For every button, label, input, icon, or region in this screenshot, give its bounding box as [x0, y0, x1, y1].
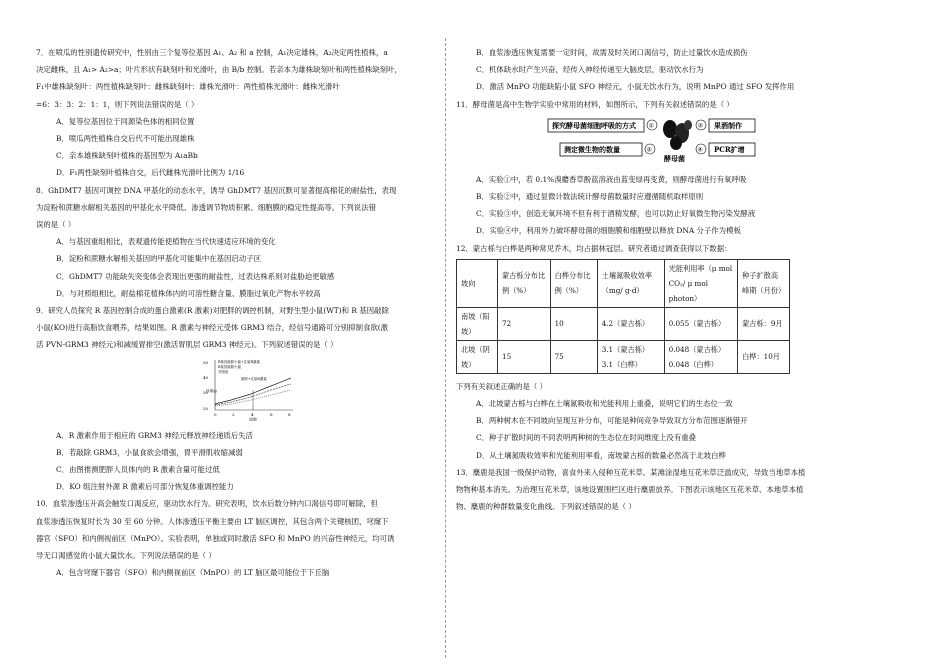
tree-survey-table — [456, 259, 790, 374]
question-9-stem-line: 活 PVN-GRM3 神经元)和减缓胃排空(激活胃肌层 GRM3 神经元)。下列叙述错误的是（ ） — [36, 340, 338, 350]
question-10-stem-line: 血浆渗透压恢复时长为 30 至 60 分钟。人体渗透压平衡主要由 LT 脑区调控，其包含两个关键核团，穹窿下 — [36, 516, 389, 526]
question-12-option-b: B．两种树木在不同坡向呈现互补分布，可能是种间竞争导致双方分布范围逐渐错开 — [476, 416, 748, 426]
question-12-prompt: 下列有关叙述正确的是（ ） — [456, 381, 548, 391]
yeast-bud-icon — [684, 120, 692, 130]
question-11-option-d: D．实验④中，利用外力破坏酵母菌的细胞膜和细胞壁以释放 DNA 分子作为模板 — [476, 226, 741, 236]
diagram-number-1-label: ① — [648, 122, 654, 130]
table-cell: 蒙古栎：9月 — [738, 307, 790, 340]
question-10-stem-line: 器官（SFO）和内侧视前区（MnPO）。实验表明，单独或同时激活 SFO 和 MnPO 的兴奋性神经元，均可诱 — [36, 533, 395, 543]
table-header-cell: 坡向 — [457, 259, 498, 307]
table-cell: 0.055（蒙古栎） — [664, 307, 737, 340]
question-9-option-c: C．由图推测肥胖人员体内的 R 激素含量可能过低 — [56, 465, 220, 475]
weight-line-graph — [201, 356, 296, 421]
question-13-stem-line: 物、麋鹿的种群数量变化曲线。下列叙述错误的是（ ） — [456, 502, 636, 512]
question-10-option-b: B．血浆渗透压恢复需要一定时间，故需及时关闭口渴信号，防止过量饮水造成损伤 — [476, 48, 748, 57]
question-10-continued — [456, 44, 858, 96]
table-row — [457, 307, 790, 340]
question-8-option-c: C．GhDMT7 功能缺失突变体会表现出更强的耐盐性，过表达株系则对盐胁迫更敏感 — [56, 271, 335, 281]
question-12-option-c: C．种子扩散时间的不同表明两种树的生态位在时间维度上没有重叠 — [476, 433, 696, 443]
graph-y-tick: 50 — [203, 359, 209, 365]
question-12-option-d: D．从土壤氮吸收效率和光能利用率看，南坡蒙古栎的数量必然高于北坡白桦 — [476, 450, 726, 460]
yeast-cell-icon — [663, 120, 677, 138]
question-10-option-c: C．机体缺水时产生兴奋，经传入神经传递至大脑皮层，驱动饮水行为 — [476, 65, 704, 75]
question-11 — [456, 96, 858, 240]
question-8-stem-line: 为淀粉和蔗糖水解相关基因的甲基化水平降低、渗透调节物质积累、细胞膜的稳定性提高等。下列说法错 — [36, 202, 376, 212]
table-cell-line: 0.048（白桦） — [668, 359, 718, 369]
table-header-cell: 土壤氮吸收效率（mg/ g·d） — [597, 259, 664, 307]
diagram-box-respiration-label: 探究酵母菌细胞呼吸的方式 — [552, 120, 636, 130]
question-10-option-a: A．包含穹窿下器官（SFO）和内侧视前区（MnPO）的 LT 脑区最可能位于下丘脑 — [56, 568, 330, 578]
question-7-option-b: B．喷瓜两性植株自交后代不可能出现雄株 — [56, 134, 195, 144]
question-11-option-a: A．实验①中，若 0.1%溴麝香草酚蓝溶液由蓝变绿再变黄，则酵母菌进行有氧呼吸 — [476, 174, 747, 184]
table-cell: 北坡（阴坡） — [457, 340, 498, 373]
table-cell — [664, 340, 737, 373]
table-row — [457, 340, 790, 373]
question-8-stem-line: 误的是（ ） — [36, 220, 76, 230]
question-7-option-d: D．F₁两性缺刻叶植株自交，后代雌株光滑叶比例为 1/16 — [56, 168, 245, 178]
graph-x-tick: 6 — [270, 411, 273, 417]
table-cell — [597, 340, 664, 373]
diagram-box-wine-label: 果酒制作 — [714, 120, 742, 130]
yeast-experiment-diagram — [546, 115, 776, 163]
question-12 — [456, 240, 858, 464]
table-cell: 白桦：10月 — [738, 340, 790, 373]
column-divider — [445, 38, 446, 658]
question-8-option-b: B．淀粉和蔗糖水解相关基因的甲基化可能集中在基因启动子区 — [56, 254, 261, 264]
question-11-option-c: C．实验③中，创造无氧环境不但有利于酒精发酵，也可以防止好氧微生物污染发酵液 — [476, 209, 756, 219]
graph-x-tick: 8 — [288, 411, 291, 417]
graph-y-tick: 40 — [203, 374, 209, 380]
question-9-option-a: A．R 激素作用于相应的 GRM3 神经元释放神经递质后失活 — [56, 430, 253, 440]
question-8 — [36, 182, 436, 302]
graph-legend-entry: 敲除+注射R激素 — [241, 376, 267, 381]
graph-x-tick: 4 — [251, 411, 254, 417]
question-12-stem-line: 12．蒙古栎与白桦是两种常见乔木，均占据林冠层。研究者通过调查获得以下数据： — [456, 243, 732, 253]
question-13-stem-line: 13．麋鹿是我国一级保护动物，喜食外来入侵种互花米草。某滩涂湿地互花米草泛滥成灾，导致当地草本植 — [456, 467, 806, 477]
graph-legend-entry: 对照组 — [218, 369, 229, 374]
diagram-box-count-label: 测定微生物的数量 — [564, 144, 620, 154]
question-10 — [36, 495, 436, 581]
graph-y-label: 体重/g — [206, 388, 217, 393]
table-header-row — [457, 259, 790, 307]
table-cell: 4.2（蒙古栎） — [597, 307, 664, 340]
diagram-number-3-label: ③ — [697, 122, 703, 130]
question-7 — [36, 44, 436, 182]
question-7-option-c: C．亲本雄株缺刻叶植株的基因型为 A₁aBb — [56, 151, 198, 161]
question-11-option-b: B．实验②中，通过显微计数法统计酵母菌数量时应遵循随机取样原则 — [476, 192, 704, 202]
question-11-stem-line: 11．酵母菌是高中生物学实验中常用的材料，如图所示，下列有关叙述错误的是（ ） — [456, 99, 734, 109]
graph-legend-entry: R基因敲除小鼠 — [218, 364, 241, 369]
table-cell: 15 — [498, 340, 551, 373]
diagram-number-4-label: ④ — [697, 146, 703, 154]
graph-x-label: 周数 — [249, 416, 257, 421]
yeast-cell-icon — [670, 136, 682, 150]
question-7-option-a: A．复等位基因位于同源染色体的相同位置 — [56, 116, 195, 126]
graph-x-tick: 0 — [214, 411, 217, 417]
question-9-stem-line: 9．研究人员探究 R 基因控制合成的蛋白激素(R 激素)对肥胖的调控机制，对野生型小鼠(WT)和 R 基因敲除 — [36, 306, 389, 316]
table-cell: 75 — [550, 340, 597, 373]
question-8-option-a: A．与基因重组相比，表观遗传能使植物在当代快速适应环境的变化 — [56, 237, 276, 247]
question-10-stem-line: 10．血浆渗透压升高会触发口渴反应，驱动饮水行为。研究表明，饮水后数分钟内口渴信号即可解除，但 — [36, 499, 378, 509]
graph-y-tick: 20 — [203, 405, 209, 411]
question-9 — [36, 302, 436, 495]
diagram-center-label: 酵母菌 — [664, 153, 685, 163]
table-cell: 南坡（阳坡） — [457, 307, 498, 340]
table-cell: 10 — [550, 307, 597, 340]
question-10-option-d: D．激活 MnPO 功能缺陷小鼠 SFO 神经元，小鼠无饮水行为，说明 MnPO 通过 SFO 发挥作用 — [476, 82, 795, 92]
question-8-option-d: D．与对照组相比，耐盐棉花植株体内的可溶性糖含量、膜脂过氧化产物水平较高 — [56, 288, 321, 298]
graph-legend-entry: R基因敲除小鼠+注射R激素 — [218, 359, 260, 364]
table-header-cell: 白桦分布比例（%） — [550, 259, 597, 307]
question-7-stem-line: 决定雌株，且 A₁> A₂>a；叶片形状有缺刻叶和光滑叶，由 B/b 控制。若亲本为雄株缺刻叶和两性植株缺刻叶， — [36, 65, 402, 75]
question-13 — [456, 464, 858, 516]
right-column — [456, 44, 858, 515]
question-7-stem-line: F₁中雄株缺刻叶：两性植株缺刻叶：雌株缺刻叶：雄株光滑叶：两性植株光滑叶：雌株光滑叶 — [36, 82, 340, 92]
table-header-cell: 种子扩散高峰期（月份） — [738, 259, 790, 307]
question-9-option-b: B．若敲除 GRM3，小鼠食欲会增强，胃平滑肌收缩减弱 — [56, 447, 243, 457]
diagram-number-2-label: ② — [646, 146, 652, 154]
table-cell-line: 0.048（蒙古栎） — [668, 344, 726, 354]
table-header-cell: 光能利用率（μ mol CO₂/ μ mol photon） — [664, 259, 737, 307]
question-7-stem-line: =6：3：3：2：1：1，则下列说法错误的是（ ） — [36, 99, 199, 109]
question-12-option-a: A．北坡蒙古栎与白桦在土壤氮吸收和光能利用上重叠，说明它们的生态位一致 — [476, 399, 733, 409]
table-cell-line: 3.1（蒙古栎） — [601, 344, 650, 354]
question-13-stem-line: 物物种基本消失。为治理互花米草，该地设置围栏区进行麋鹿放养。下图表示该地区互花米草、本地草本植 — [456, 485, 804, 495]
graph-y-tick: 30 — [203, 389, 209, 395]
question-7-stem-line: 7．在喷瓜的性别遗传研究中，性别由三个复等位基因 A₁、A₂ 和 a 控制，A₁决定雄株，A₂决定两性植株，a — [36, 48, 388, 57]
question-9-stem-line: 小鼠(KO)进行高脂饮食喂养，结果如图。R 激素与神经元受体 GRM3 结合，经信号通路可分别抑制食欲(激 — [36, 323, 389, 333]
question-9-option-d: D．KO 组注射外源 R 激素后可部分恢复体重调控能力 — [56, 482, 234, 492]
question-10-stem-line: 导无口渴感觉的小鼠大量饮水。下列说法错误的是（ ） — [36, 551, 216, 561]
table-cell-line: 3.1（白桦） — [601, 359, 642, 369]
table-header-cell: 蒙古栎分布比例（%） — [498, 259, 551, 307]
left-column — [36, 44, 436, 581]
graph-x-tick: 2 — [232, 411, 235, 417]
diagram-box-pcr-label: PCR扩增 — [714, 144, 745, 154]
table-cell: 72 — [498, 307, 551, 340]
question-8-stem-line: 8．GhDMT7 基因可调控 DNA 甲基化的动态水平，诱导 GhDMT7 基因沉默可显著提高棉花的耐盐性，表现 — [36, 185, 397, 195]
